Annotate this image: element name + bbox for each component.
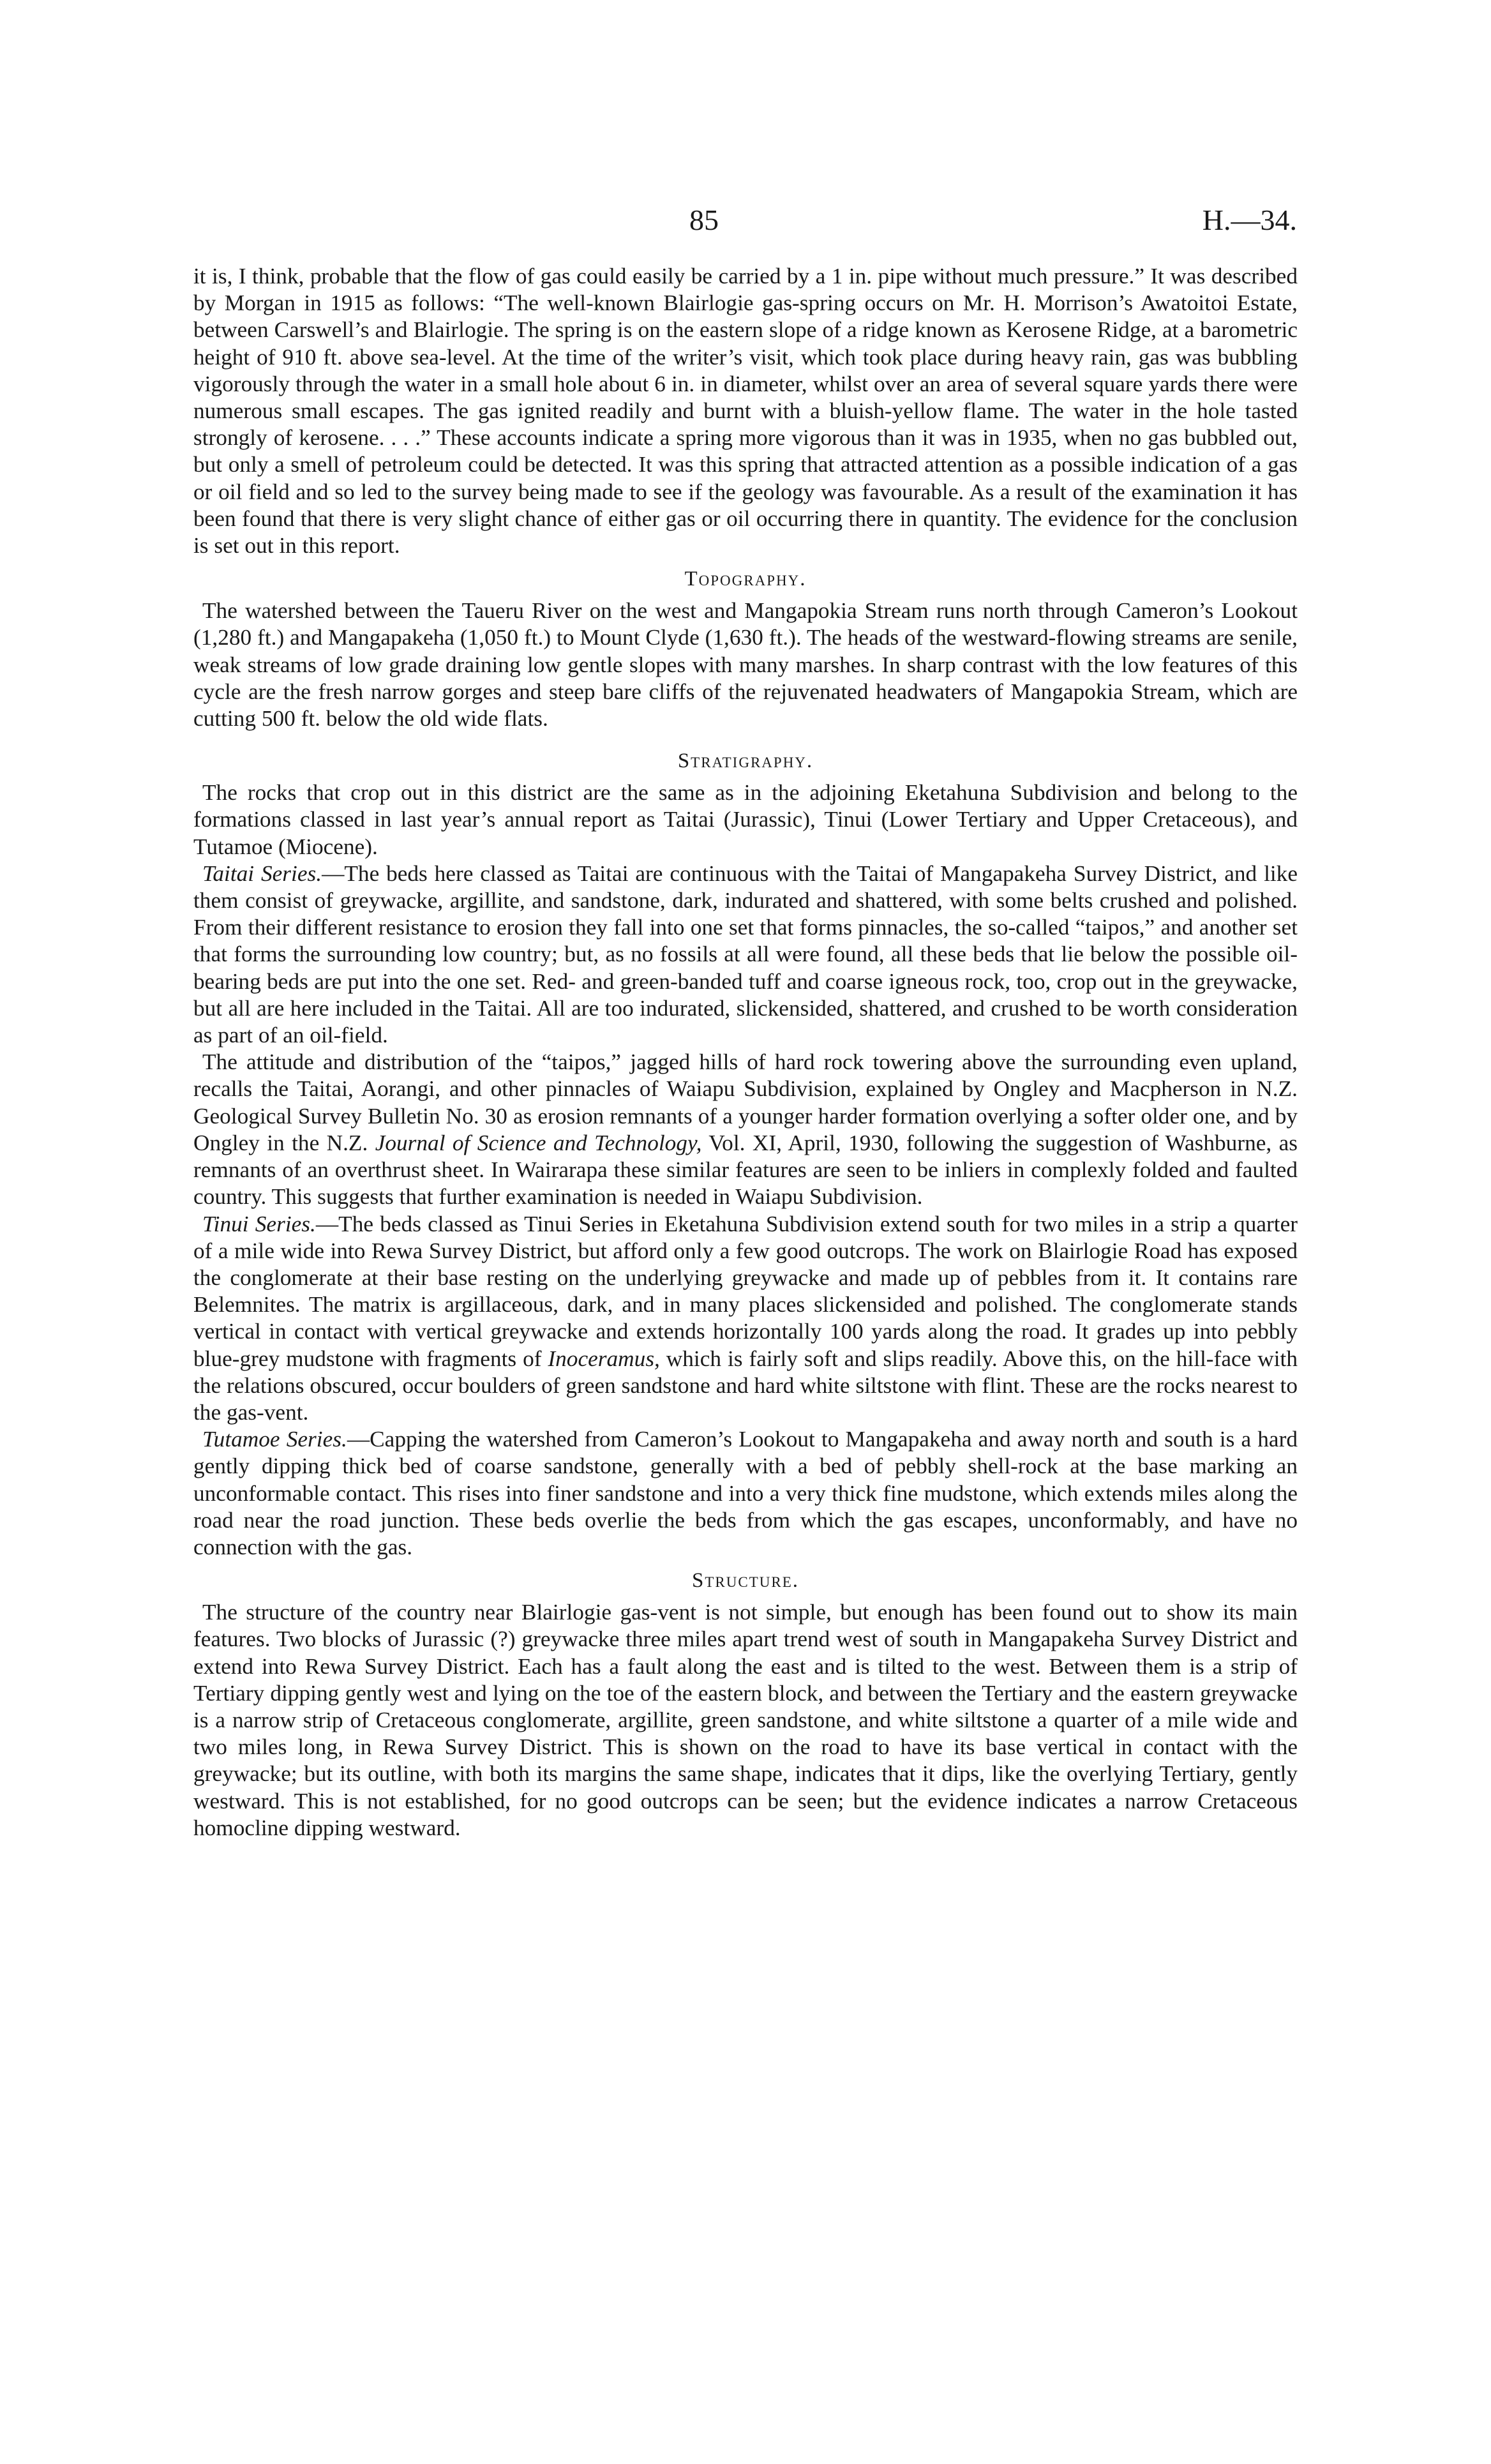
taitai-series-label: Taitai Series. bbox=[202, 860, 322, 886]
taitai-paragraph bbox=[193, 860, 1298, 1049]
tutamoe-series-text: —Capping the watershed from Cameron’s Lookout to Mangapakeha and away north and south is a hard gently dipping thick bed of coarse sandstone, generally with a bed of pebbly shell-rock at the base marking an unconformable contact. This rises into finer sandstone and into a very thick fine mudstone, which extends miles along the road near the road junction. These beds overlie the beds from which the gas escapes, unconformably, and have no connection with the gas. bbox=[193, 1427, 1298, 1559]
tutamoe-series-label: Tutamoe Series. bbox=[202, 1427, 347, 1452]
page-number: 85 bbox=[689, 204, 719, 236]
tinui-paragraph bbox=[193, 1211, 1298, 1427]
intro-paragraph: it is, I think, probable that the flow of gas could easily be carried by a 1 in. pipe without much pressure.” It was described by Morgan in 1915 as follows: “The well-known Blairlogie gas-spring occurs on Mr. H. Morrison’s Awatoitoi Estate, between Carswell’s and Blairlogie. The spring is on the eastern slope of a ridge known as Kerosene Ridge, at a barometric height of 910 ft. above sea-level. At the time of the writer’s visit, which took place during heavy rain, gas was bubbling vigorously through the water in a small hole about 6 in. in diameter, whilst over an area of several square yards there were numerous small escapes. The gas ignited readily and burnt with a bluish-yellow flame. The water in the hole tasted strongly of kerosene. . . .” These accounts indicate a spring more vigorous than it was in 1935, when no gas bubbled out, but only a smell of petroleum could be detected. It was this spring that attracted attention as a possible indication of a gas or oil field and so led to the survey being made to see if the geology was favourable. As a result of the examination it has been found that there is very slight chance of either gas or oil occurring there in quantity. The evidence for the conclusion is set out in this report. bbox=[193, 264, 1298, 559]
stratigraphy-heading: Stratigraphy. bbox=[677, 749, 814, 773]
journal-title: Journal of Science and Technology, bbox=[375, 1130, 702, 1155]
tinui-text-b: which is fairly soft and slips readily. Above this, on the hill-face with the relations obscured, occur boulders of green sandstone and hard white siltstone with flint. These are the rocks nearest to the gas-vent. bbox=[193, 1346, 1298, 1425]
topography-paragraph: The watershed between the Taueru River on the west and Mangapokia Stream runs north through Cameron’s Lookout (1,280 ft.) and Mangapakeha (1,050 ft.) to Mount Clyde (1,630 ft.). The heads of the westward-flowing streams are senile, weak streams of low grade draining low gentle slopes with many marshes. In sharp contrast with the low features of this cycle are the fresh narrow gorges and steep bare cliffs of the rejuvenated headwaters of Mangapokia Stream, which are cutting 500 ft. below the old wide flats. bbox=[193, 598, 1298, 732]
report-reference: H.—34. bbox=[1202, 204, 1297, 236]
tutamoe-paragraph bbox=[193, 1426, 1298, 1561]
inoceramus-name: Inoceramus, bbox=[548, 1346, 660, 1371]
taitai-series-text: —The beds here classed as Taitai are continuous with the Taitai of Mangapakeha Survey District, and like them consist of greywacke, argillite, and sandstone, dark, indurated and shattered, with some belts crushed and polished. From their different resistance to erosion they fall into one set that forms pinnacles, the so-called “taipos,” and another set that forms the surrounding low country; but, as no fossils at all were found, all these beds that lie below the possible oil-bearing beds are put into the one set. Red- and green-banded tuff and coarse igneous rock, too, crop out in the greywacke, but all are here included in the Taitai. All are too indurated, slickensided, shattered, and crushed to be worth consideration as part of an oil-field. bbox=[193, 860, 1298, 1048]
taipos-text-b: Vol. XI, April, 1930, following the suggestion of Washburne, as remnants of an overthrust sheet. In Wairarapa these similar features are seen to be inliers in complexly folded and faulted country. This suggests that further examination is needed in Waiapu Subdivision. bbox=[193, 1130, 1298, 1210]
topography-heading: Topography. bbox=[684, 567, 807, 591]
tinui-series-label: Tinui Series. bbox=[202, 1211, 316, 1236]
stratigraphy-paragraph: The rocks that crop out in this district are the same as in the adjoining Eketahuna Subdivision and belong to the formations classed in last year’s annual report as Taitai (Jurassic), Tinui (Lower Tertiary and Upper Cretaceous), and Tutamoe (Miocene). bbox=[193, 780, 1298, 859]
taipos-paragraph bbox=[193, 1049, 1298, 1210]
taipos-text-a: The attitude and distribution of the “taipos,” jagged hills of hard rock towering above the surrounding even upland, recalls the Taitai, Aorangi, and other pinnacles of Waiapu Subdivision, explained by Ongley and Macpherson in N.Z. Geological Survey Bulletin No. 30 as erosion remnants of a younger harder formation overlying a softer older one, and by Ongley in the N.Z. bbox=[193, 1049, 1298, 1155]
body-text bbox=[193, 263, 1298, 1842]
structure-paragraph: The structure of the country near Blairlogie gas-vent is not simple, but enough has been found out to show its main features. Two blocks of Jurassic (?) greywacke three miles apart trend west of south in Mangapakeha Survey District and extend into Rewa Survey District. Each has a fault along the east and is tilted to the west. Between them is a strip of Tertiary dipping gently west and lying on the toe of the eastern block, and between the Tertiary and the eastern greywacke is a narrow strip of Cretaceous conglomerate, argillite, green sandstone, and white siltstone a quarter of a mile wide and two miles long, in Rewa Survey District. This is shown on the road to have its base vertical in contact with the greywacke; but its outline, with both its margins the same shape, indicates that it dips, like the overlying Tertiary, gently westward. This is not established, for no good outcrops can be seen; but the evidence indicates a narrow Cretaceous homocline dipping westward. bbox=[193, 1600, 1298, 1840]
tinui-text-a: —The beds classed as Tinui Series in Eketahuna Subdivision extend south for two miles in a strip a quarter of a mile wide into Rewa Survey District, but afford only a few good outcrops. The work on Blairlogie Road has exposed the conglomerate at their base resting on the underlying greywacke and made up of pebbles from it. It contains rare Belemnites. The matrix is argillaceous, dark, and in many places slickensided and polished. The conglomerate stands vertical in contact with vertical greywacke and extends horizontally 100 yards along the road. It grades up into pebbly blue-grey mudstone with fragments of bbox=[193, 1211, 1298, 1371]
structure-heading: Structure. bbox=[692, 1569, 799, 1593]
